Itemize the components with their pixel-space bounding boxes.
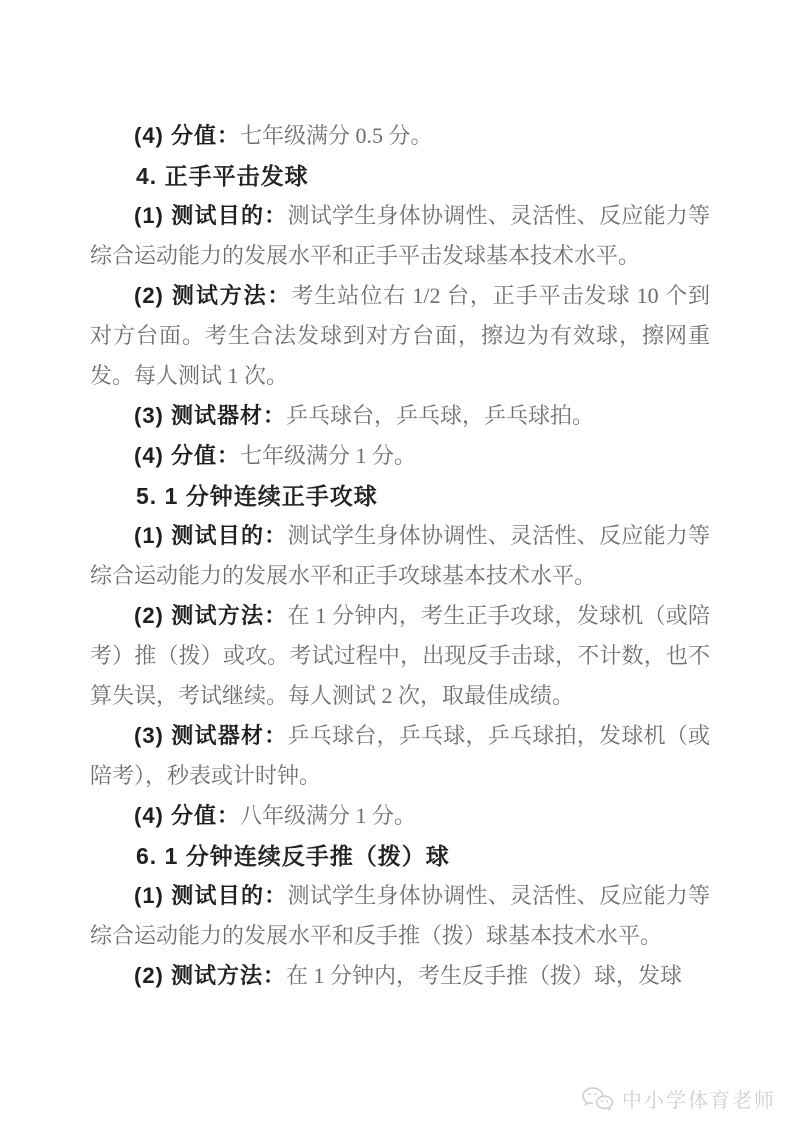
document-body [90, 116, 710, 996]
paragraph: (2) 测试方法：在 1 分钟内，考生反手推（拨）球，发球 [134, 963, 683, 988]
section-heading: 5. 1 分钟连续正手攻球 [136, 483, 378, 509]
paragraph: (1) 测试目的：测试学生身体协调性、灵活性、反应能力等综合运动能力的发展水平和正手攻球基本技术水平。 [90, 523, 710, 588]
paragraph-label: (2) 测试方法： [134, 603, 288, 628]
paragraph-label: (1) 测试目的： [134, 883, 288, 908]
watermark [581, 1084, 776, 1113]
paragraph: (4) 分值：七年级满分 0.5 分。 [134, 123, 433, 148]
paragraph-label: (3) 测试器材： [134, 403, 287, 428]
paragraph: (1) 测试目的：测试学生身体协调性、灵活性、反应能力等综合运动能力的发展水平和正手平击发球基本技术水平。 [90, 203, 710, 268]
paragraph-label: (4) 分值： [134, 803, 241, 828]
paragraph-label: (2) 测试方法： [134, 963, 287, 988]
paragraph: (4) 分值：八年级满分 1 分。 [134, 803, 417, 828]
wechat-icon [581, 1086, 615, 1112]
paragraph: (2) 测试方法：在 1 分钟内，考生正手攻球，发球机（或陪考）推（拨）或攻。考试过程中，出现反手击球，不计数，也不算失误，考试继续。每人测试 2 次，取最佳成绩。 [90, 603, 710, 708]
paragraph-label: (3) 测试器材： [134, 723, 288, 748]
paragraph: (1) 测试目的：测试学生身体协调性、灵活性、反应能力等综合运动能力的发展水平和反手推（拨）球基本技术水平。 [90, 883, 710, 948]
paragraph: (2) 测试方法：考生站位右 1/2 台，正手平击发球 10 个到对方台面。考生合法发球到对方台面，擦边为有效球，擦网重发。每人测试 1 次。 [90, 283, 710, 388]
section-heading: 4. 正手平击发球 [136, 163, 309, 189]
section-heading: 6. 1 分钟连续反手推（拨）球 [136, 843, 450, 869]
paragraph: (3) 测试器材：乒乓球台，乒乓球，乒乓球拍。 [134, 403, 595, 428]
paragraph-label: (4) 分值： [134, 443, 241, 468]
watermark-text: 中小学体育老师 [622, 1090, 776, 1112]
paragraph-label: (1) 测试目的： [134, 203, 288, 228]
paragraph-label: (4) 分值： [134, 123, 241, 148]
paragraph: (4) 分值：七年级满分 1 分。 [134, 443, 417, 468]
paragraph-label: (2) 测试方法： [134, 283, 292, 308]
paragraph: (3) 测试器材：乒乓球台，乒乓球，乒乓球拍，发球机（或陪考），秒表或计时钟。 [90, 723, 710, 788]
paragraph-label: (1) 测试目的： [134, 523, 288, 548]
